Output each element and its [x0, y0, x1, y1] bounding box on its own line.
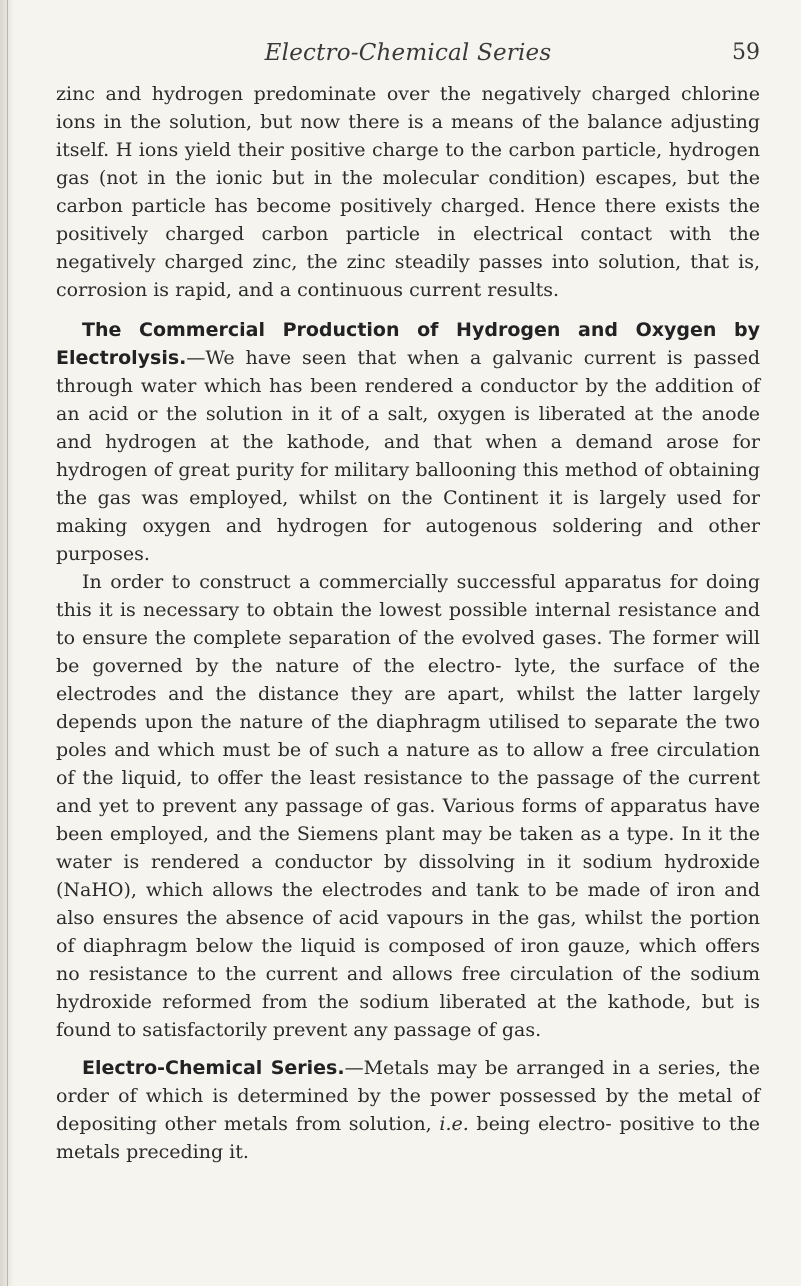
- paragraph-electro-chemical-series: [56, 1054, 760, 1166]
- section-heading-commercial-production: The Commercial Production of Hydrogen and Oxygen by Electrolysis.: [56, 319, 760, 369]
- paragraph-text: —Metals may be arranged in a series, the order of which is determined by the power possessed by the metal of depositing other metals from solution,: [56, 1057, 760, 1135]
- paragraph-apparatus: In order to construct a commercially successful apparatus for doing this it is necessary to obtain the lowest possible internal resistance and to ensure the complete separation of the evolved gases. The former will be governed by the nature of the electro- lyte, the surface of the electrodes and the distance they are apart, whilst the latter largely depends upon the nature of the diaphragm utilised to separate the two poles and which must be of such a nature as to allow a free circulation of the liquid, to offer the least resistance to the passage of the current and yet to prevent any passage of gas. Various forms of apparatus have been employed, and the Siemens plant may be taken as a type. In it the water is rendered a conductor by dissolving in it sodium hydroxide (NaHO), which allows the electrodes and tank to be made of iron and also ensures the absence of acid vapours in the gas, whilst the portion of diaphragm below the liquid is composed of iron gauze, which offers no resistance to the current and allows free circulation of the sodium hydroxide reformed from the sodium liberated at the kathode, but is found to satisfactorily prevent any passage of gas.: [56, 571, 760, 1041]
- abbreviation-ie: i.e.: [439, 1113, 469, 1135]
- page-number: 59: [732, 40, 760, 65]
- paragraph-text-end: being electro- positive to the metals preceding it.: [56, 1113, 760, 1163]
- paragraph-corrosion: zinc and hydrogen predominate over the negatively charged chlorine ions in the solution, but now there is a means of the balance adjusting itself. H ions yield their positive charge to the carbon particle, hydrogen gas (not in the ionic but in the molecular condition) escapes, but the carbon particle has become positively charged. Hence there exists the positively charged carbon particle in electrical contact with the negatively charged zinc, the zinc steadily passes into solution, that is, corrosion is rapid, and a continuous current results.: [56, 83, 760, 301]
- running-title: Electro-Chemical Series: [264, 40, 552, 66]
- page-body: [56, 80, 760, 1166]
- section-heading-electro-chemical-series: Electro-Chemical Series.: [82, 1057, 345, 1079]
- page-header: [56, 40, 760, 76]
- paragraph-text: —We have seen that when a galvanic current is passed through water which has been rendered a conductor by the addition of an acid or the solution in it of a salt, oxygen is liberated at the anode and hydrogen at the kathode, and that when a demand arose for hydrogen of great purity for military ballooning this method of obtaining the gas was employed, whilst on the Continent it is largely used for making oxygen and hydrogen for autogenous soldering and other purposes.: [56, 347, 760, 565]
- page-binding-edge: [7, 0, 8, 1286]
- paragraph-hydrogen-oxygen-production: [56, 316, 760, 568]
